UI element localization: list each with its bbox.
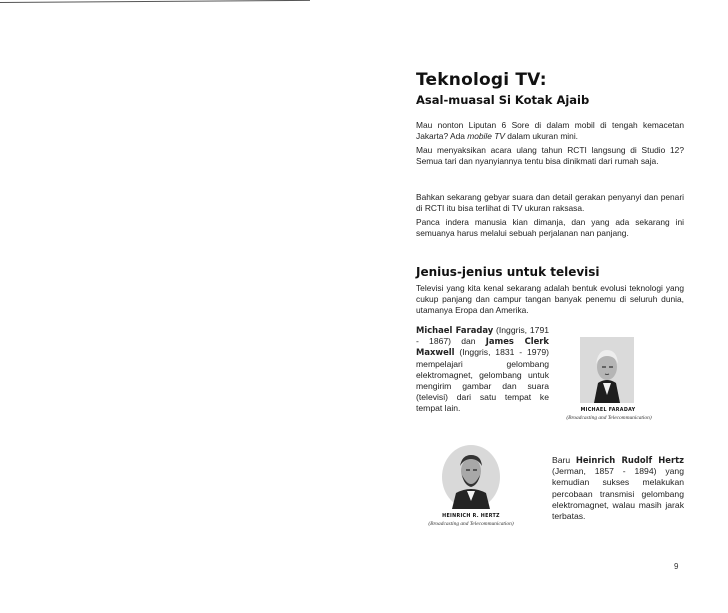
- hertz-text: (Jerman, 1857 - 1894) yang kemudian sukses melakukan percobaan transmisi gelombang elektromagnet, walau masih jarak terbatas.: [552, 466, 684, 522]
- scan-edge-line: [0, 0, 310, 3]
- intro-text-end: dalam ukuran mini.: [504, 131, 579, 141]
- intro-paragraph-2: Mau menyaksikan acara ulang tahun RCTI langsung di Studio 12? Semua tari dan nyanyiannya tentu bisa dinikmati dari rumah saja.: [416, 145, 684, 166]
- intro-italic-term: mobile TV: [467, 131, 505, 141]
- hertz-portrait: [440, 441, 502, 509]
- section-heading: Jenius-jenius untuk televisi: [416, 265, 600, 279]
- intro-paragraph-4: Panca indera manusia kian dimanja, dan yang ada sekarang ini semuanya harus melalui sebuah perjalanan nan panjang.: [416, 217, 684, 238]
- maxwell-name: James Clerk Maxwell: [416, 336, 549, 358]
- faraday-name: Michael Faraday: [416, 325, 494, 335]
- faraday-caption: MICHAEL FARADAY: [580, 408, 636, 413]
- hertz-paragraph: [552, 455, 684, 522]
- page-title: Teknologi TV:: [416, 70, 547, 90]
- intro-paragraph-1: [416, 120, 684, 142]
- page-subtitle: Asal-muasal Si Kotak Ajaib: [416, 93, 590, 107]
- hertz-caption-source: (Broadcasting and Telecommunication): [428, 521, 514, 527]
- intro-paragraph-3: Bahkan sekarang gebyar suara dan detail gerakan penyanyi dan penari di RCTI itu bisa terlihat di TV ukuran raksasa.: [416, 192, 684, 213]
- faraday-maxwell-paragraph: [416, 325, 549, 415]
- page-number: 9: [674, 562, 679, 571]
- faraday-caption-source: (Broadcasting and Telecommunication): [566, 415, 652, 421]
- hertz-caption: HEINRICH R. HERTZ: [442, 514, 500, 519]
- hertz-intro-word: Baru: [552, 455, 576, 465]
- intro-text: Mau nonton Liputan 6 Sore di dalam mobil di tengah kemacetan Jakarta? Ada: [416, 120, 684, 141]
- faraday-portrait: [580, 337, 634, 403]
- hertz-name: Heinrich Rudolf Hertz: [575, 455, 684, 465]
- maxwell-text: (Inggris, 1831 - 1979) mempelajari gelombang elektromagnet, gelombang untuk mengirim gambar dan suara (televisi) dari satu tempat ke tempat lain.: [416, 347, 549, 414]
- faraday-years: (Inggris, 1791 - 1867) dan: [416, 325, 550, 347]
- section-paragraph: Televisi yang kita kenal sekarang adalah bentuk evolusi teknologi yang cukup panjang dan campur tangan banyak penemu di seluruh dunia, utamanya Eropa dan Amerika.: [416, 283, 684, 315]
